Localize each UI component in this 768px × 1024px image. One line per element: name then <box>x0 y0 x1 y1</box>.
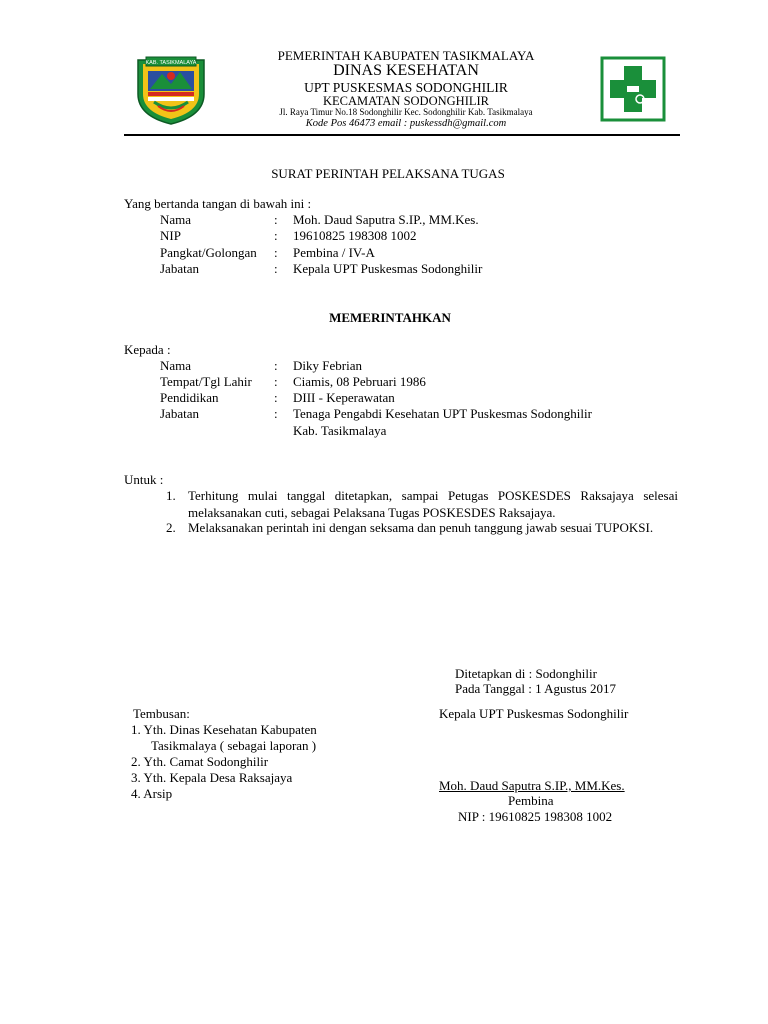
kepada-label: Kepada : <box>124 342 171 357</box>
recipient-value-continued: Kab. Tasikmalaya <box>293 423 387 438</box>
signer-sep: : <box>274 261 278 276</box>
letterhead-government: PEMERINTAH KABUPATEN TASIKMALAYA <box>277 48 535 63</box>
task-text: Melaksanakan perintah ini dengan seksama dan penuh tanggung jawab sesuai TUPOKSI. <box>188 520 654 535</box>
task-number: 1. <box>166 488 176 503</box>
letterhead-district: KECAMATAN SODONGHILIR <box>322 94 489 108</box>
recipient-label: Nama <box>160 358 192 373</box>
signer-sep: : <box>274 228 278 243</box>
recipient-value: Diky Febrian <box>293 358 362 373</box>
tembusan-item: 3. Yth. Kepala Desa Raksajaya <box>131 770 293 785</box>
crest-label: KAB. TASIKMALAYA <box>145 60 197 66</box>
signer-label: Pangkat/Golongan <box>160 245 257 260</box>
signer-value: Moh. Daud Saputra S.IP., MM.Kes. <box>293 212 479 227</box>
signer-sep: : <box>274 245 278 260</box>
command-heading: MEMERINTAHKAN <box>329 310 451 325</box>
signer-label: Jabatan <box>160 261 199 276</box>
signer-sep: : <box>274 212 278 227</box>
signature-name: Moh. Daud Saputra S.IP., MM.Kes. <box>439 778 625 793</box>
recipient-sep: : <box>274 358 278 373</box>
letterhead-unit: UPT PUSKESMAS SODONGHILIR <box>304 80 508 95</box>
recipient-sep: : <box>274 374 278 389</box>
recipient-label: Jabatan <box>160 406 199 421</box>
recipient-sep: : <box>274 390 278 405</box>
tembusan-item: 1. Yth. Dinas Kesehatan Kabupaten <box>131 722 317 737</box>
signature-nip: NIP : 19610825 198308 1002 <box>458 809 613 824</box>
recipient-sep: : <box>274 406 278 421</box>
letterhead-address: Jl. Raya Timur No.18 Sodonghilir Kec. Sodonghilir Kab. Tasikmalaya <box>279 107 533 117</box>
recipient-value: DIII - Keperawatan <box>293 390 395 405</box>
recipient-label: Tempat/Tgl Lahir <box>160 374 252 389</box>
signer-value: Kepala UPT Puskesmas Sodonghilir <box>293 261 483 276</box>
letterhead-agency: DINAS KESEHATAN <box>333 62 479 79</box>
recipient-value: Ciamis, 08 Pebruari 1986 <box>293 374 426 389</box>
recipient-label: Pendidikan <box>160 390 219 405</box>
signer-label: Nama <box>160 212 192 227</box>
tembusan-item: 4. Arsip <box>131 786 173 801</box>
letterhead-postal-email: Kode Pos 46473 email : puskessdh@gmail.com <box>305 118 507 129</box>
tembusan-item: Tasikmalaya ( sebagai laporan ) <box>151 738 317 753</box>
letterhead-divider <box>124 134 680 136</box>
tembusan-heading: Tembusan: <box>133 706 190 721</box>
signer-value: 19610825 198308 1002 <box>293 228 417 243</box>
issued-place: Ditetapkan di : Sodonghilir <box>455 666 597 681</box>
signature-position: Kepala UPT Puskesmas Sodonghilir <box>439 706 629 721</box>
issued-date: Pada Tanggal : 1 Agustus 2017 <box>455 681 616 696</box>
untuk-label: Untuk : <box>124 472 164 487</box>
document-title: SURAT PERINTAH PELAKSANA TUGAS <box>271 166 505 181</box>
signer-intro: Yang bertanda tangan di bawah ini : <box>124 196 312 211</box>
signature-rank: Pembina <box>508 793 554 808</box>
task-number: 2. <box>166 520 176 535</box>
task-text: Terhitung mulai tanggal ditetapkan, sampai Petugas POSKESDES Raksajaya selesai melaksanakan cuti, sebagai Pelaksana Tugas POSKESDES Raksajaya. <box>188 488 678 520</box>
signer-label: NIP <box>160 228 181 243</box>
recipient-value: Tenaga Pengabdi Kesehatan UPT Puskesmas Sodonghilir <box>293 406 592 421</box>
tembusan-item: 2. Yth. Camat Sodonghilir <box>131 754 269 769</box>
signer-value: Pembina / IV-A <box>293 245 375 260</box>
